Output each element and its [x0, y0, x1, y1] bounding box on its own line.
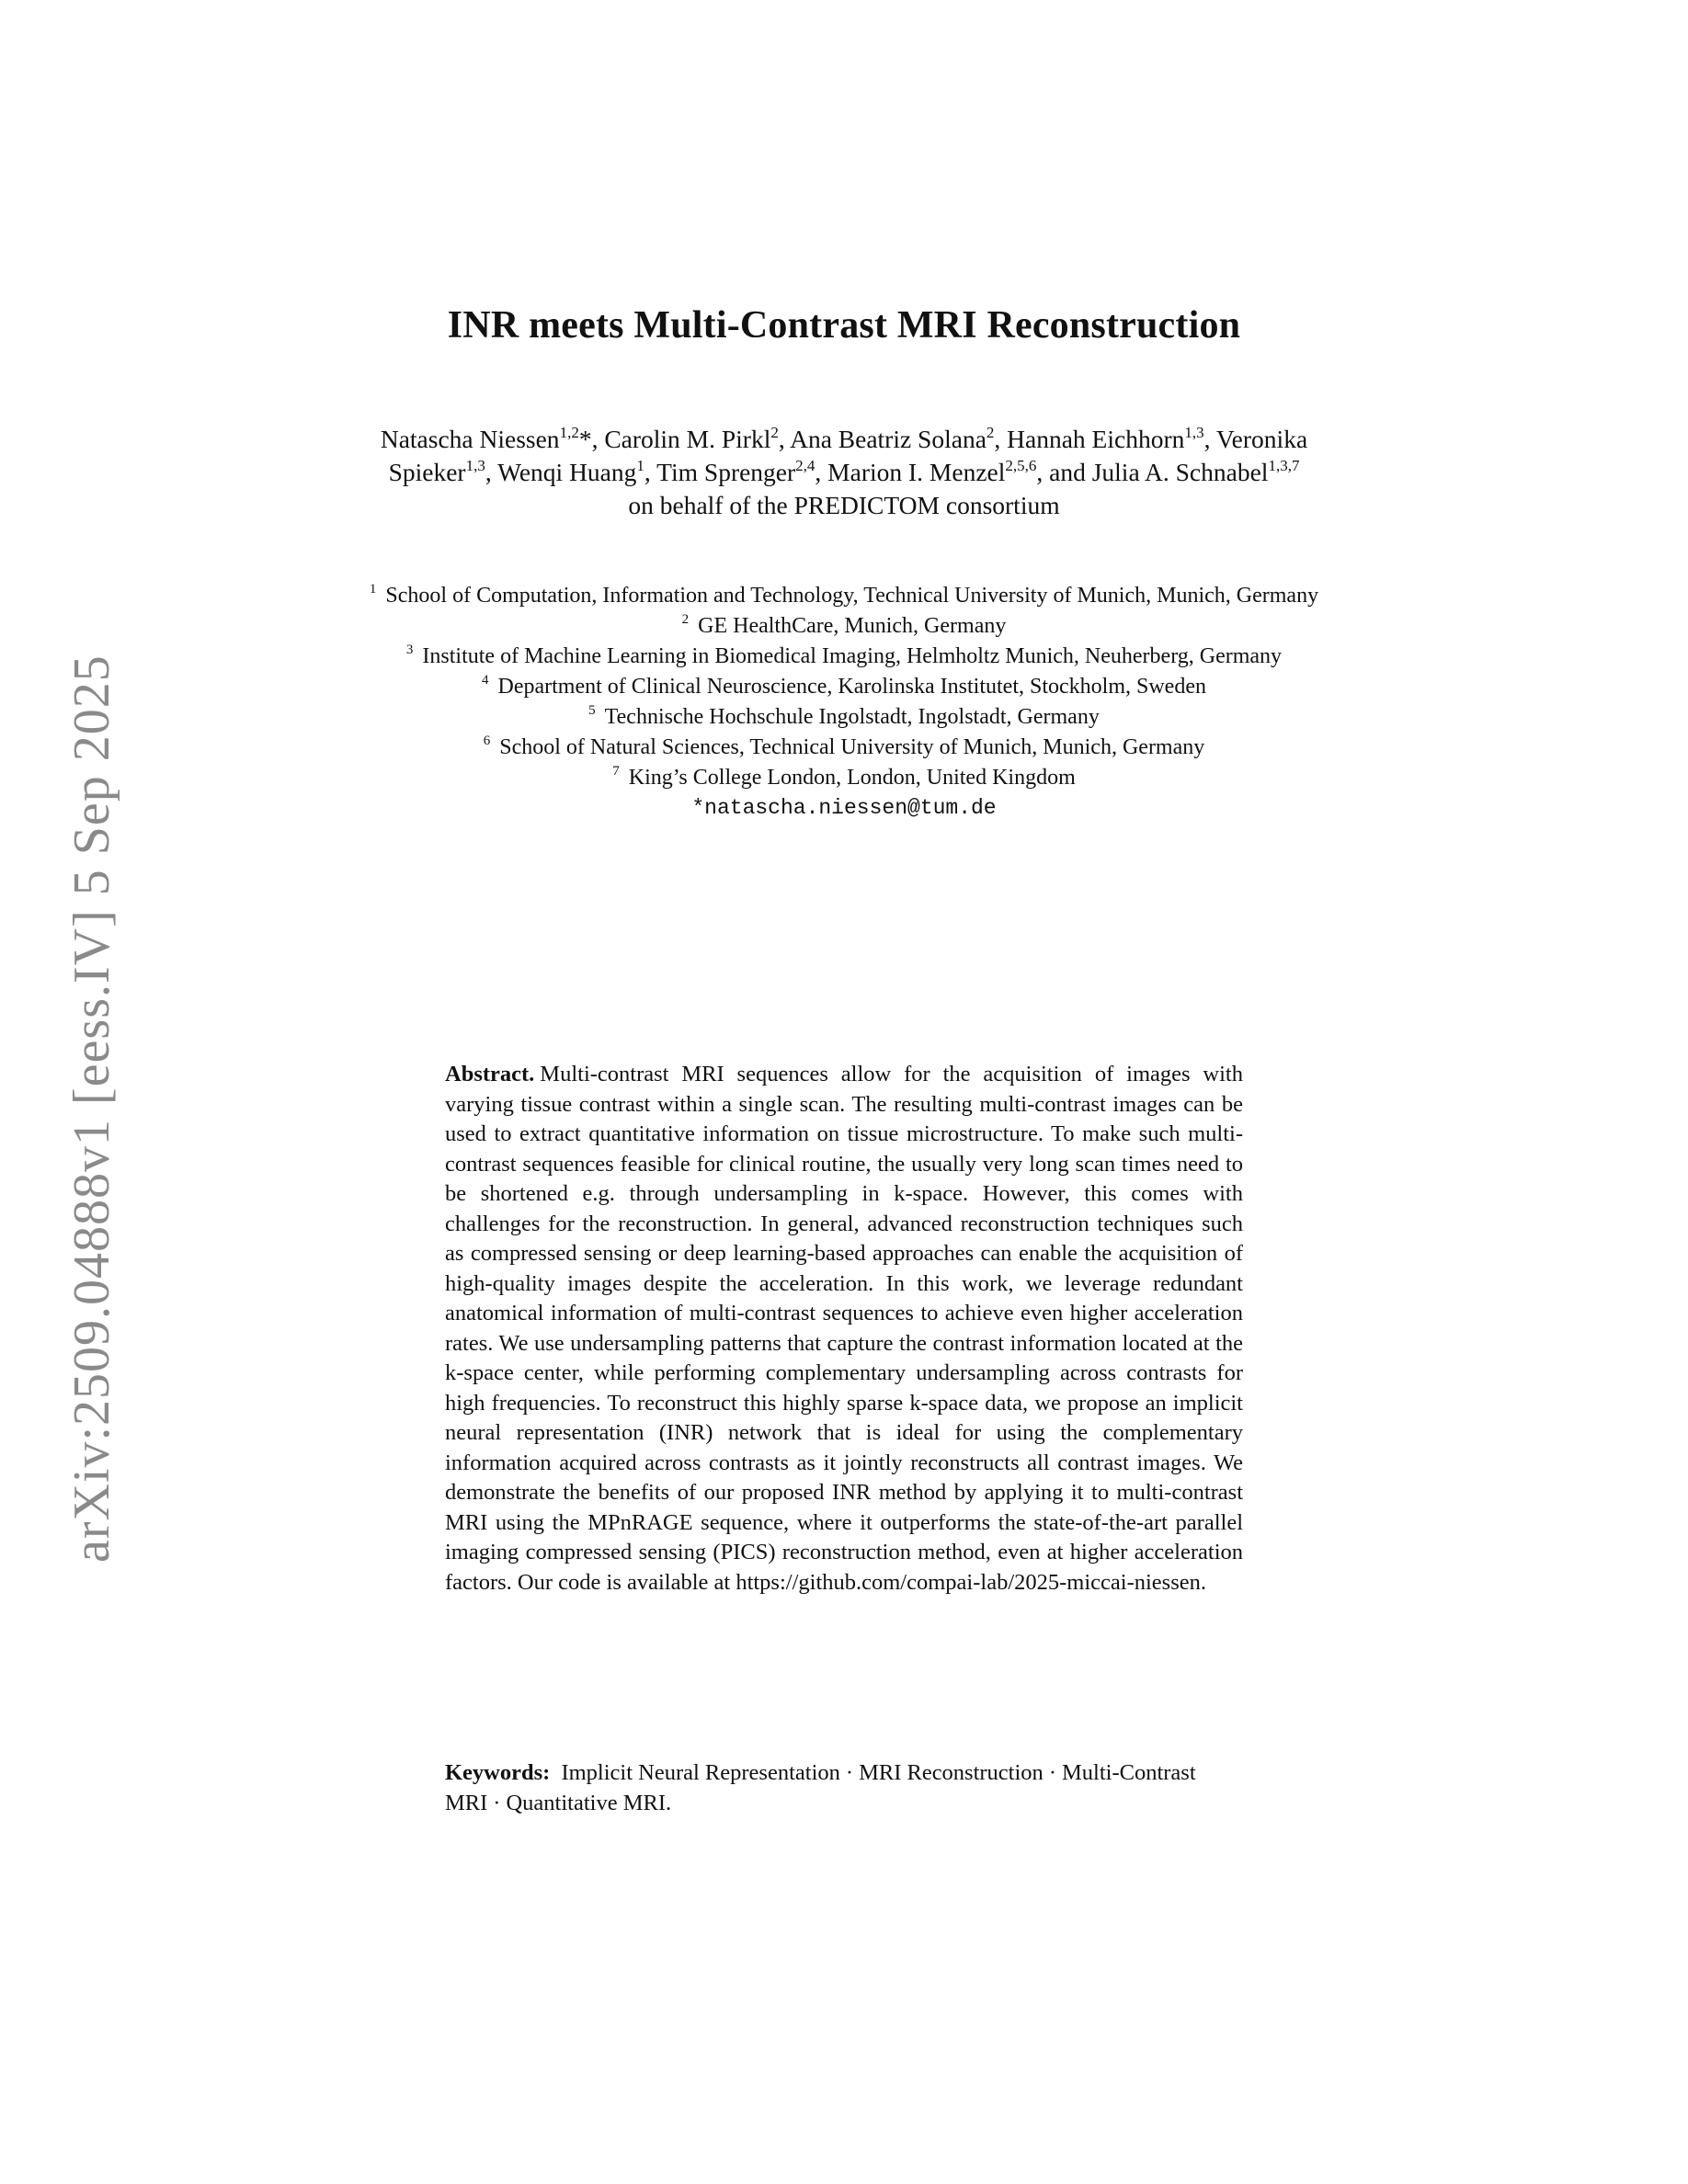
keyword-separator: ·	[845, 1760, 854, 1785]
keyword-separator: ·	[1048, 1760, 1056, 1785]
affiliation-6: $^6$ School of Natural Sciences, Technical University of Munich, Munich, Germany	[483, 734, 1205, 759]
consortium-line: on behalf of the PREDICTOM consortium	[628, 491, 1060, 519]
keyword-separator: ·	[493, 1791, 501, 1815]
corresponding-email: *natascha.niessen@tum.de	[691, 796, 997, 820]
author-2: Carolin M. Pirkl$^2$,	[604, 424, 791, 453]
author-4: Hannah Eichhorn$^{1,3}$,	[1007, 424, 1216, 453]
affiliation-4: $^4$ Department of Clinical Neuroscience, Karolinska Institutet, Stockholm, Sweden	[482, 673, 1206, 699]
affiliation-2: $^2$ GE HealthCare, Munich, Germany	[681, 612, 1007, 638]
keyword-4: Quantitative MRI.	[506, 1791, 672, 1815]
abstract-text: Multi-contrast MRI sequences allow for the acquisition of images with varying tissue contrast within a single scan. The resulting multi-contrast images can be used to extract quantitative information on tissue microstructure. To make such multi-contrast sequences feasible for clinical routine, the usually very long scan times need to be shortened e.g. through undersampling in k-space. However, this comes with challenges for the reconstruction. In general, advanced reconstruction techniques such as compressed sensing or deep learning-based approaches can enable the acquisition of high-quality images despite the acceleration. In this work, we leverage redundant anatomical information of multi-contrast sequences to achieve even higher acceleration rates. We use undersampling patterns that capture the contrast information located at the k-space center, while performing complementary undersampling across contrasts for high frequencies. To reconstruct this highly sparse k-space data, we propose an implicit neural representation (INR) network that is ideal for using the complementary information acquired across contrasts as it jointly reconstructs all contrast images. We demonstrate the benefits of our proposed INR method by applying it to multi-contrast MRI using the MPnRAGE sequence, where it outperforms the state-of-the-art parallel imaging compressed sensing (PICS) reconstruction method, even at higher acceleration factors. Our code is available at https://github.com/compai-lab/2025-miccai-niessen.	[445, 1062, 1243, 1595]
author-3: Ana Beatriz Solana$^2$,	[790, 424, 1008, 453]
author-8: Marion I. Menzel$^{2,5,6}$, and	[827, 457, 1092, 486]
keyword-2: MRI Reconstruction	[859, 1760, 1044, 1785]
author-7: Tim Sprenger$^{2,4}$,	[656, 457, 828, 486]
keyword-3: Multi-Contrast MRI	[445, 1760, 1196, 1815]
author-5: Veronika Spieker$^{1,3}$,	[388, 425, 1308, 486]
paper-title: INR meets Multi-Contrast MRI Reconstruction	[447, 304, 1241, 347]
abstract	[445, 1060, 1243, 1598]
keywords-label: Keywords:	[445, 1760, 551, 1785]
affiliation-1: $^1$ School of Computation, Information and Technology, Technical University of Munich, Munich, Germany	[369, 582, 1319, 608]
abstract-label: Abstract.	[445, 1062, 535, 1086]
author-list	[368, 423, 1320, 522]
affiliation-5: $^5$ Technische Hochschule Ingolstadt, Ingolstadt, Germany	[588, 703, 1100, 729]
affiliation-7: $^7$ King’s College London, London, United Kingdom	[612, 764, 1076, 790]
keyword-1: Implicit Neural Representation	[561, 1760, 840, 1785]
keywords	[445, 1757, 1254, 1818]
author-1: Natascha Niessen$^{1,2}$*,	[380, 424, 605, 453]
arxiv-identifier-stamp: arXiv:2509.04888v1 [eess.IV] 5 Sep 2025	[63, 654, 120, 1563]
affiliation-3: $^3$ Institute of Machine Learning in Biomedical Imaging, Helmholtz Munich, Neuherberg, Germany	[405, 643, 1283, 668]
author-6: Wenqi Huang$^1$,	[497, 457, 657, 486]
affiliation-list	[368, 581, 1320, 824]
author-9: Julia A. Schnabel$^{1,3,7}$	[1091, 457, 1300, 486]
